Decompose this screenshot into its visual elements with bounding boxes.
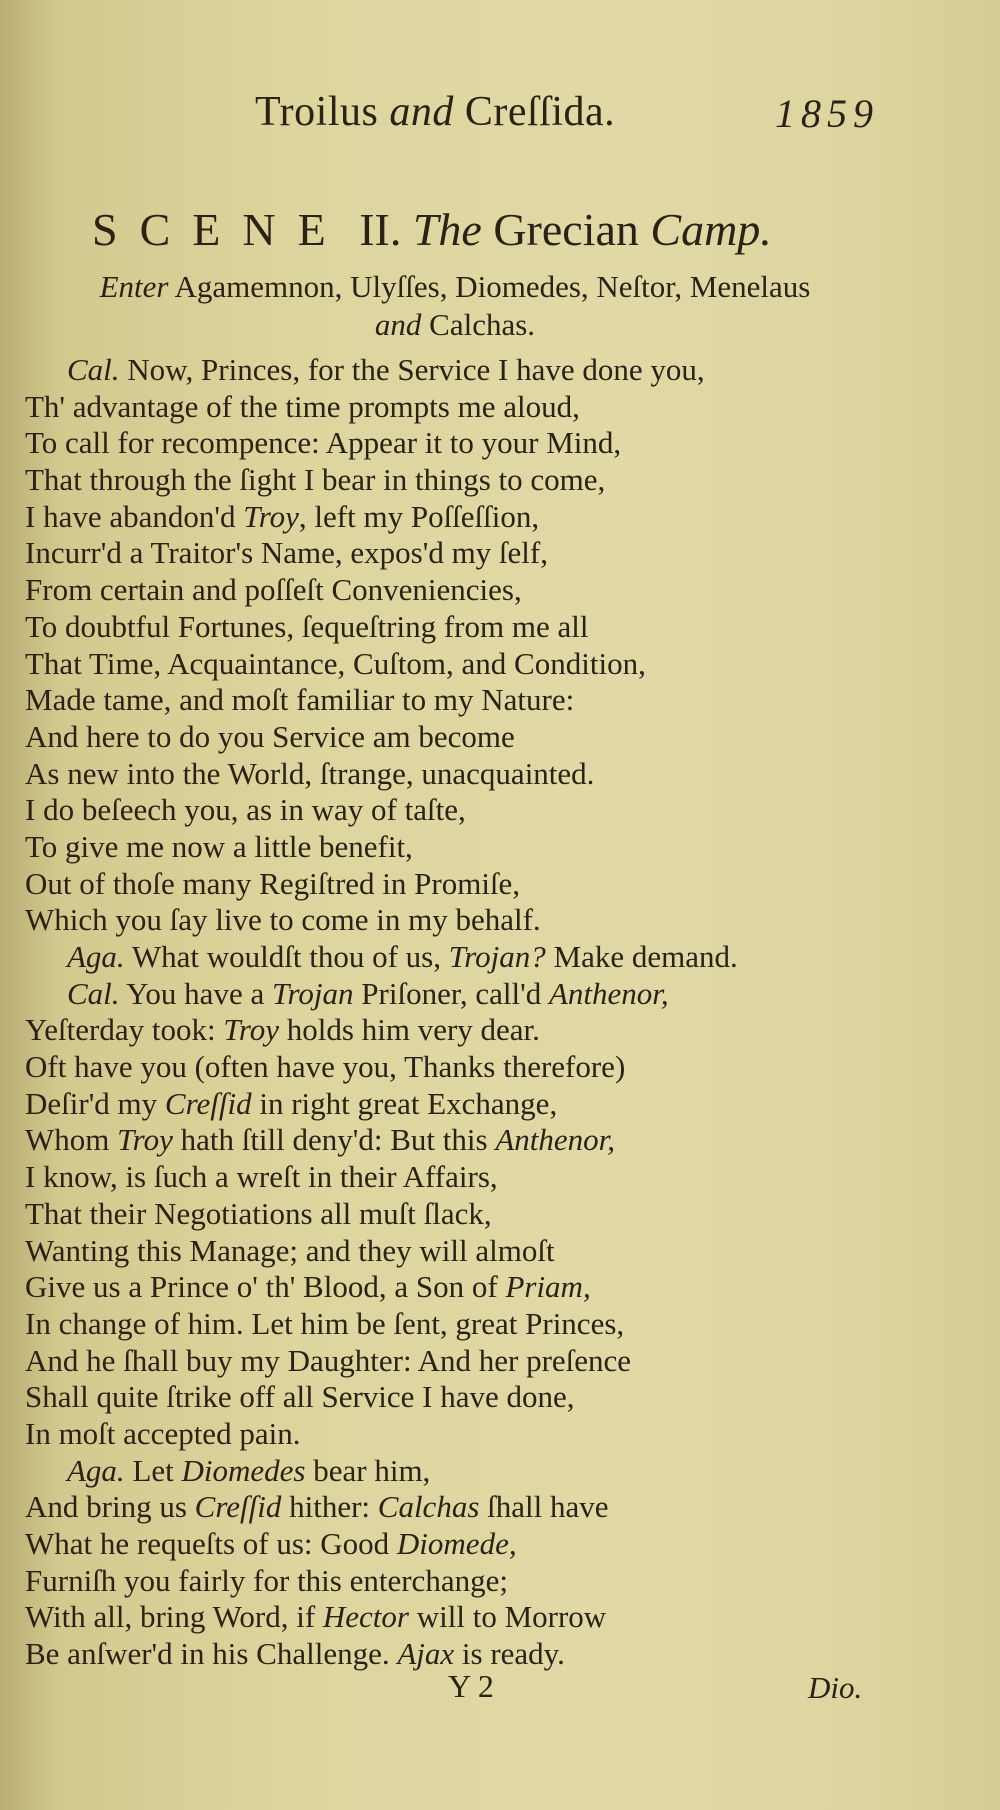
- character-names: Agamemnon, Ulyſſes, Diomedes, Neſtor, Menelaus: [168, 269, 811, 304]
- verse-line: [25, 1086, 925, 1123]
- verse-text: [25, 352, 925, 1673]
- verse-line: [25, 1526, 925, 1563]
- verse-line: [25, 499, 925, 536]
- verse-line: [25, 389, 925, 426]
- enter-word: Enter: [99, 269, 169, 304]
- scene-label: SCENE: [92, 204, 348, 255]
- stage-direction: [30, 268, 880, 344]
- italic-text: Diomede,: [396, 1526, 517, 1561]
- line-text: Incurr'd a Traitor's Name, expos'd my ſelf,: [25, 535, 548, 571]
- verse-line: [25, 462, 925, 499]
- line-text: Shall quite ſtrike off all Service I have done,: [25, 1379, 575, 1415]
- line-text: I have abandon'd: [25, 498, 244, 534]
- verse-line: [25, 1159, 925, 1196]
- line-text: And he ſhall buy my Daughter: And her preſence: [25, 1342, 632, 1378]
- verse-line: [25, 1306, 925, 1343]
- verse-line: [25, 425, 925, 462]
- line-text: Yeſterday took:: [25, 1012, 224, 1048]
- line-text: hither:: [281, 1489, 378, 1525]
- scene-heading: [92, 203, 772, 256]
- line-text: ſhall have: [479, 1489, 609, 1525]
- verse-line: [25, 1453, 925, 1490]
- italic-text: Anthenor,: [495, 1122, 615, 1158]
- line-text: Out of thoſe many Regiſtred in Promiſe,: [25, 865, 521, 901]
- verse-line: [25, 719, 925, 756]
- italic-text: Ajax: [397, 1636, 455, 1672]
- line-text: You have a: [119, 975, 272, 1011]
- italic-text: Anthenor,: [549, 975, 669, 1011]
- line-text: holds him very dear.: [279, 1012, 540, 1048]
- line-text: Furniſh you fairly for this enterchange;: [25, 1562, 508, 1598]
- verse-line: [25, 1269, 925, 1306]
- line-text: Deſir'd my: [25, 1085, 165, 1121]
- italic-text: Aga.: [67, 1452, 125, 1488]
- line-text: That through the ſight I bear in things to come,: [25, 462, 606, 498]
- verse-line: [25, 535, 925, 572]
- line-text: in right great Exchange,: [251, 1085, 558, 1121]
- line-text: To give me now a little benefit,: [25, 828, 413, 864]
- line-text: And here to do you Service am become: [25, 718, 515, 754]
- scene-place: Camp.: [650, 204, 772, 255]
- verse-line: [25, 939, 925, 976]
- scene-place: The: [412, 204, 482, 255]
- verse-line: [25, 352, 925, 389]
- verse-line: [25, 1049, 925, 1086]
- title-italic: and: [389, 89, 454, 135]
- italic-text: Creſſid: [164, 1085, 252, 1121]
- verse-line: [25, 1122, 925, 1159]
- italic-text: Creſſid: [194, 1489, 282, 1525]
- verse-line: [25, 1489, 925, 1526]
- verse-line: [25, 866, 925, 903]
- italic-text: Calchas: [377, 1489, 480, 1525]
- italic-text: Troy: [223, 1012, 280, 1048]
- verse-line: [25, 1343, 925, 1380]
- page-number: 1859: [775, 91, 879, 136]
- verse-line: [25, 1416, 925, 1453]
- line-text: With all, bring Word, if: [25, 1599, 323, 1635]
- verse-line: [25, 609, 925, 646]
- line-text: will to Morrow: [408, 1599, 607, 1635]
- verse-line: [25, 682, 925, 719]
- line-text: Whom: [25, 1122, 118, 1158]
- line-text: bear him,: [305, 1452, 431, 1488]
- italic-text: Trojan?: [448, 939, 546, 974]
- italic-text: Priam,: [505, 1269, 591, 1305]
- line-text: Now, Princes, for the Service I have done you,: [119, 352, 705, 387]
- line-text: That Time, Acquaintance, Cuſtom, and Condition,: [25, 645, 646, 681]
- verse-line: [25, 756, 925, 793]
- line-text: To call for recompence: Appear it to your Mind,: [25, 425, 622, 461]
- italic-text: Cal.: [67, 975, 120, 1011]
- line-text: Made tame, and moſt familiar to my Nature:: [25, 682, 575, 718]
- and-word: and: [374, 307, 422, 342]
- verse-line: [25, 1233, 925, 1270]
- line-text: I know, is ſuch a wreſt in their Affairs,: [25, 1159, 498, 1195]
- verse-line: [25, 902, 925, 939]
- line-text: Make demand.: [545, 939, 738, 974]
- verse-line: [25, 1563, 925, 1600]
- line-text: Oft have you (often have you, Thanks therefore): [25, 1049, 626, 1085]
- line-text: Priſoner, call'd: [353, 975, 549, 1011]
- line-text: Wanting this Manage; and they will almoſt: [25, 1232, 555, 1268]
- italic-text: Trojan: [271, 975, 354, 1011]
- verse-line: [25, 829, 925, 866]
- line-text: What he requeſts of us: Good: [25, 1526, 397, 1561]
- verse-line: [25, 976, 925, 1013]
- italic-text: Cal.: [67, 352, 120, 387]
- line-text: I do beſeech you, as in way of taſte,: [25, 792, 466, 828]
- line-text: As new into the World, ſtrange, unacquainted.: [25, 755, 595, 791]
- running-title: [255, 88, 615, 136]
- line-text: Let: [124, 1452, 182, 1488]
- line-text: And bring us: [25, 1489, 195, 1525]
- title-text: Creſſida.: [453, 89, 616, 135]
- line-text: is ready.: [454, 1636, 565, 1672]
- italic-text: Troy: [117, 1122, 173, 1158]
- line-text: Which you ſay live to come in my behalf.: [25, 902, 541, 938]
- verse-line: [25, 1599, 925, 1636]
- italic-text: Aga.: [67, 939, 125, 974]
- line-text: What wouldſt thou of us,: [124, 939, 449, 974]
- line-text: To doubtful Fortunes, ſequeſtring from me all: [25, 608, 589, 644]
- verse-line: [25, 1196, 925, 1233]
- italic-text: Diomedes: [181, 1452, 306, 1488]
- verse-line: [25, 792, 925, 829]
- line-text: Th' advantage of the time prompts me aloud,: [25, 388, 580, 424]
- verse-line: [25, 1012, 925, 1049]
- verse-line: [25, 646, 925, 683]
- line-text: Be anſwer'd in his Challenge.: [25, 1636, 398, 1672]
- line-text: That their Negotiations all muſt ſlack,: [25, 1195, 492, 1231]
- line-text: hath ſtill deny'd: But this: [172, 1122, 496, 1158]
- catchword: Dio.: [808, 1670, 863, 1705]
- line-text: In moſt accepted pain.: [25, 1415, 301, 1451]
- character-names: Calchas.: [421, 307, 536, 342]
- line-text: In change of him. Let him be ſent, great Princes,: [25, 1305, 625, 1341]
- line-text: Give us a Prince o' th' Blood, a Son of: [25, 1269, 506, 1305]
- verse-line: [25, 572, 925, 609]
- verse-line: [25, 1379, 925, 1416]
- line-text: From certain and poſſeſt Conveniencies,: [25, 572, 522, 608]
- scene-number: II.: [347, 204, 413, 255]
- signature-mark: Y 2: [448, 1668, 494, 1704]
- title-text: Troilus: [255, 89, 390, 135]
- italic-text: Hector: [322, 1599, 409, 1635]
- italic-text: Troy: [243, 498, 299, 534]
- line-text: , left my Poſſeſſion,: [298, 498, 540, 534]
- scene-place: Grecian: [481, 204, 651, 255]
